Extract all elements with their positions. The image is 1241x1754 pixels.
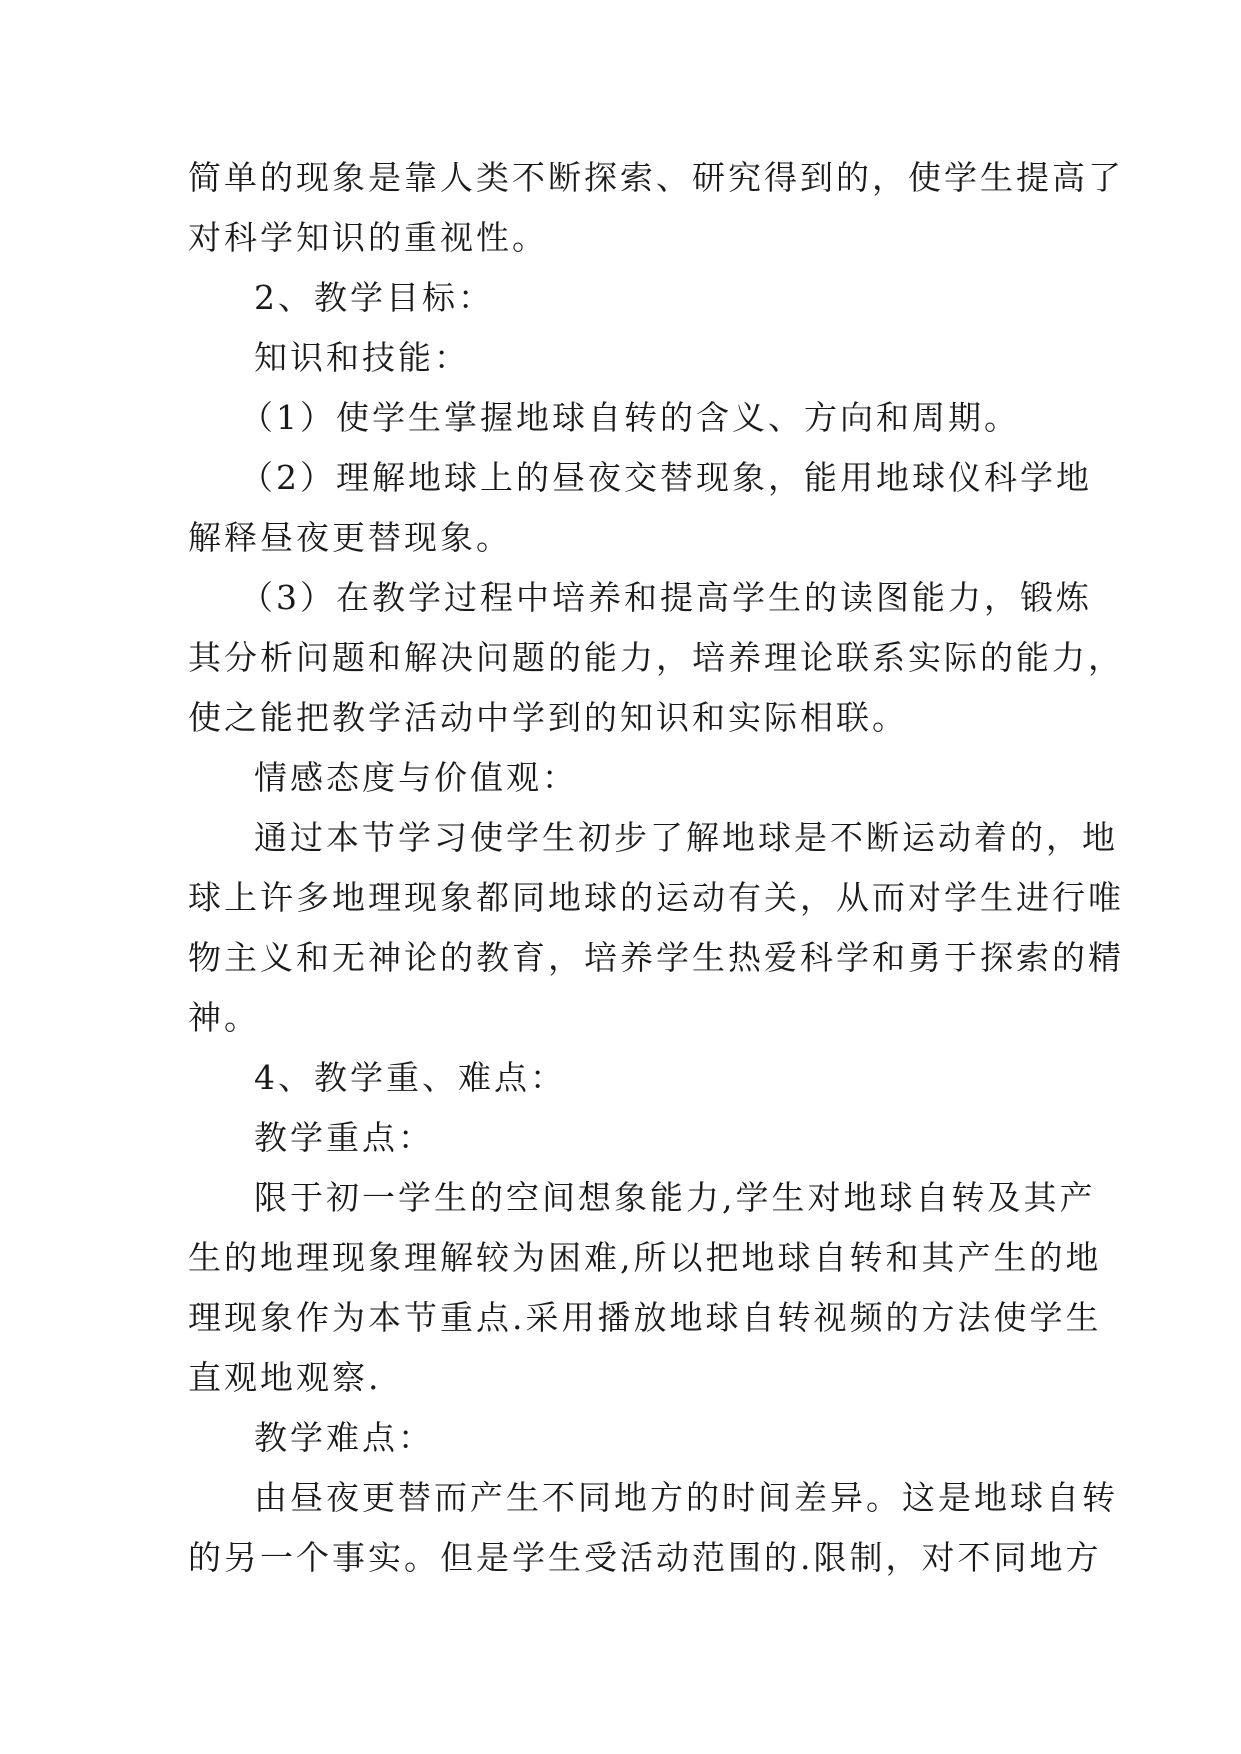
list-item: （3）在教学过程中培养和提高学生的读图能力，锻炼 [240, 578, 1092, 617]
list-item: （2）理解地球上的昼夜交替现象，能用地球仪科学地 [240, 458, 1092, 497]
list-item: （1）使学生掌握地球自转的含义、方向和周期。 [240, 398, 1020, 437]
text-line: 对科学知识的重视性。 [188, 218, 548, 257]
text-line: 物主义和无神论的教育，培养学生热爱科学和勇于探索的精 [188, 938, 1124, 977]
text-line: 的另一个事实。但是学生受活动范围的.限制，对不同地方 [188, 1538, 1102, 1577]
section-heading: 4、教学重、难点： [254, 1058, 566, 1097]
paragraph-start: 限于初一学生的空间想象能力,学生对地球自转及其产 [254, 1178, 1096, 1217]
section-heading: 2、教学目标： [254, 278, 494, 317]
text-line: 简单的现象是靠人类不断探索、研究得到的，使学生提高了 [188, 158, 1124, 197]
subsection-heading: 情感态度与价值观： [254, 758, 578, 797]
paragraph-start: 通过本节学习使学生初步了解地球是不断运动着的，地 [254, 818, 1118, 857]
text-line: 理现象作为本节重点.采用播放地球自转视频的方法使学生 [188, 1298, 1102, 1337]
paragraph-start: 由昼夜更替而产生不同地方的时间差异。这是地球自转 [254, 1478, 1118, 1517]
text-line: 直观地观察. [188, 1358, 382, 1397]
text-line: 神。 [188, 998, 260, 1037]
subsection-heading: 知识和技能： [254, 338, 470, 377]
subsection-heading: 教学重点： [254, 1118, 434, 1157]
text-line: 生的地理现象理解较为困难,所以把地球自转和其产生的地 [188, 1238, 1102, 1277]
document-body [188, 148, 1124, 1588]
text-line: 球上许多地理现象都同地球的运动有关，从而对学生进行唯 [188, 878, 1124, 917]
text-line: 使之能把教学活动中学到的知识和实际相联。 [188, 698, 908, 737]
text-line: 解释昼夜更替现象。 [188, 518, 512, 557]
text-line: 其分析问题和解决问题的能力，培养理论联系实际的能力， [188, 638, 1124, 677]
subsection-heading: 教学难点： [254, 1418, 434, 1457]
